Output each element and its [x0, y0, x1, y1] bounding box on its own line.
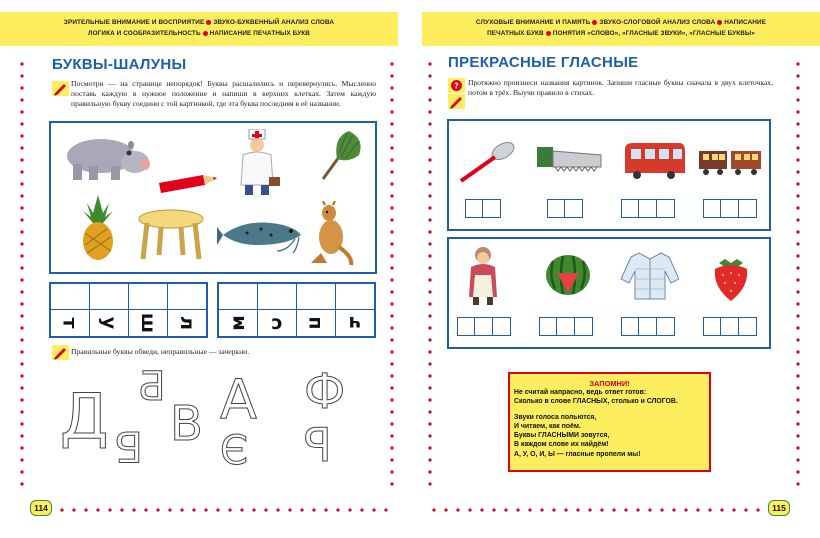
answer-cell[interactable]: [539, 317, 558, 336]
right-header-band: [422, 12, 820, 46]
remember-line: Звуки голоса польются,: [514, 413, 597, 421]
left-picture-frame: [49, 121, 377, 274]
right-bottom-dotted-border: [428, 508, 762, 512]
answer-cell[interactable]: [656, 199, 675, 218]
flipped-letter: м: [227, 315, 249, 331]
pencil-task-icon: [52, 345, 69, 360]
answer-cell[interactable]: [638, 317, 657, 336]
flipped-letter: с: [271, 312, 283, 334]
answer-cell[interactable]: [336, 284, 374, 310]
letter-box-group-2: [217, 282, 376, 338]
kangaroo-picture: [307, 201, 355, 267]
left-instruction: Посмотри — на странице непорядок! Буквы расшалились и перевернулись. Мысленно поставь каждую в нужное положение и напиши в верхних клетках. Затем каждую правильную букву соедини с той картинкой, где эта буква последняя в её названии.: [71, 79, 376, 108]
left-page-title: БУКВЫ-ШАЛУНЫ: [52, 56, 187, 73]
answer-cell[interactable]: [720, 317, 739, 336]
svg-text:?: ?: [454, 81, 459, 91]
saw-picture: [535, 145, 603, 175]
left-instruction-2: Правильные буквы обведи, неправильные — зачеркни.: [71, 347, 250, 356]
answer-cell[interactable]: [297, 284, 336, 310]
spoon-picture: [457, 139, 517, 185]
answer-cell[interactable]: [564, 199, 583, 218]
answer-cell[interactable]: [703, 317, 722, 336]
remember-line: Буквы ГЛАСНЫМИ зовутся,: [514, 432, 610, 440]
answer-cell[interactable]: [90, 284, 129, 310]
strawberry-picture: [711, 255, 751, 303]
answer-cell[interactable]: [457, 317, 476, 336]
left-page-number: 114: [30, 500, 52, 516]
answer-cell[interactable]: [621, 317, 640, 336]
trace-letter-area: [60, 364, 380, 490]
right-instruction: Протяжно произнеси названия картинок. Запиши гласные буквы сначала в двух клеточках, потом в трёх. Выучи правило в стихах.: [468, 78, 773, 97]
stool-picture: [137, 209, 205, 261]
left-dotted-border: [20, 58, 24, 486]
answer-cells-3: [457, 317, 511, 336]
right-dotted-border: [796, 58, 800, 486]
answer-cell[interactable]: [621, 199, 640, 218]
answer-cells-3: [621, 199, 675, 218]
left-header-band: [0, 12, 398, 46]
answer-cell[interactable]: [492, 317, 511, 336]
answer-cell[interactable]: [656, 317, 675, 336]
remember-line: Не считай напрасно, ведь ответ готов:: [514, 389, 647, 396]
right-picture-frame-2: [447, 237, 771, 349]
pencil-task-icon: [448, 94, 465, 109]
answer-cell[interactable]: [720, 199, 739, 218]
answer-cell[interactable]: [738, 199, 757, 218]
answer-cell[interactable]: [219, 284, 258, 310]
answer-cell[interactable]: [168, 284, 206, 310]
flipped-letter: у: [97, 316, 120, 330]
remember-line: В каждом слове их найдём!: [514, 441, 609, 449]
trace-letter[interactable]: Ф: [304, 364, 346, 420]
answer-cell[interactable]: [556, 317, 575, 336]
flipped-letter: ч: [348, 312, 362, 334]
flipped-letter: т: [58, 317, 81, 329]
trace-letter[interactable]: Б: [138, 364, 166, 410]
answer-cell[interactable]: [129, 284, 168, 310]
remember-line: Сколько в слове ГЛАСНЫХ, столько и СЛОГОВ.: [514, 398, 678, 406]
right-header-line-2: ПЕЧАТНЫХ БУКВ ПОНЯТИЯ «СЛОВО», «ГЛАСНЫЕ ЗВУКИ», «ГЛАСНЫЕ БУКВЫ»: [487, 30, 755, 37]
remember-box: [508, 372, 711, 472]
letter-box-group-1: [49, 282, 208, 338]
trace-letter[interactable]: А: [220, 368, 257, 431]
answer-cell[interactable]: [465, 199, 484, 218]
watermelon-picture: [543, 253, 593, 297]
answer-cell[interactable]: [638, 199, 657, 218]
train-picture: [697, 147, 763, 177]
right-inner-dotted-border: [428, 58, 432, 486]
pencil-task-icon: [52, 81, 69, 96]
answer-cells-2: [547, 199, 583, 218]
ear-task-icon: [448, 78, 465, 93]
answer-cells-3: [703, 199, 757, 218]
answer-cell[interactable]: [482, 199, 501, 218]
flipped-letter: л: [175, 316, 198, 330]
remember-line: И читаем, как поём.: [514, 422, 581, 430]
hippo-picture: [59, 128, 151, 186]
trace-letter[interactable]: Р: [304, 418, 332, 472]
pineapple-picture: [77, 195, 119, 261]
left-inner-dotted-border: [390, 58, 394, 486]
doctor-picture: [235, 129, 281, 197]
answer-cells-3: [703, 317, 757, 336]
answer-cells-3: [621, 317, 675, 336]
tram-picture: [621, 141, 687, 181]
trace-letter[interactable]: Э: [220, 428, 248, 474]
remember-line: А, У, О, И, Ы — гласные пропели мы!: [514, 450, 641, 458]
answer-cell[interactable]: [574, 317, 593, 336]
flipped-letter: ш: [137, 312, 159, 334]
right-header-line-1: СЛУХОВЫЕ ВНИМАНИЕ И ПАМЯТЬ ЗВУКО-СЛОГОВОЙ АНАЛИЗ СЛОВА НАПИСАНИЕ: [475, 19, 767, 26]
left-header-line-2: ЛОГИКА И СООБРАЗИТЕЛЬНОСТЬ НАПИСАНИЕ ПЕЧАТНЫХ БУКВ: [88, 30, 310, 37]
answer-cell[interactable]: [474, 317, 493, 336]
trace-letter[interactable]: Б: [114, 422, 143, 471]
answer-cells-2: [465, 199, 501, 218]
right-page-number: 115: [768, 500, 790, 516]
answer-cell[interactable]: [258, 284, 297, 310]
answer-cell[interactable]: [738, 317, 757, 336]
catfish-picture: [217, 211, 303, 253]
flipped-letter: п: [304, 316, 327, 330]
grandma-picture: [463, 245, 503, 307]
right-picture-frame-1: [447, 119, 771, 231]
answer-cell[interactable]: [703, 199, 722, 218]
trace-letter[interactable]: Д: [60, 380, 109, 453]
answer-cells-3: [539, 317, 593, 336]
left-header-line-1: ЗРИТЕЛЬНЫЕ ВНИМАНИЕ И ВОСПРИЯТИЕ ЗВУКО-БУКВЕННЫЙ АНАЛИЗ СЛОВА: [63, 19, 335, 26]
answer-cell[interactable]: [51, 284, 90, 310]
right-page-title: ПРЕКРАСНЫЕ ГЛАСНЫЕ: [448, 54, 639, 71]
remember-title: ЗАПОМНИ!: [589, 379, 630, 388]
pencil-picture: [157, 169, 221, 195]
shirt-picture: [621, 249, 679, 301]
broom-picture: [319, 129, 367, 181]
left-bottom-dotted-border: [56, 508, 390, 512]
trace-letter[interactable]: В: [170, 396, 203, 452]
answer-cell[interactable]: [547, 199, 566, 218]
